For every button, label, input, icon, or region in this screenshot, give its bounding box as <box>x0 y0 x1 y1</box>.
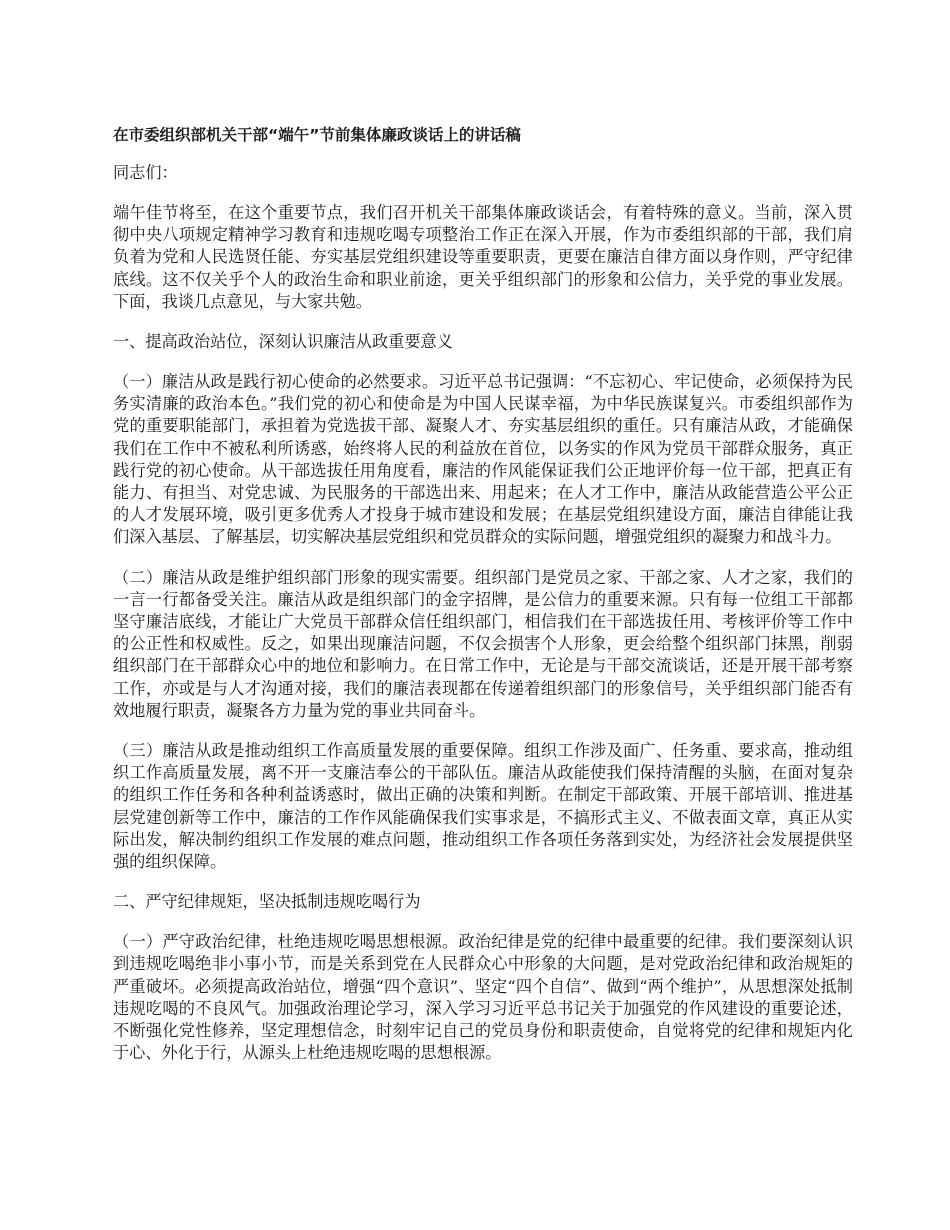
section-1-heading: 一、提高政治站位，深刻认识廉洁从政重要意义 <box>113 332 453 352</box>
section-2-paragraph-1: （一）严守政治纪律，杜绝违规吃喝思想根源。政治纪律是党的纪律中最重要的纪律。我们要深刻认识到违规吃喝绝非小事小节，而是关系到党在人民群众心中形象的大问题，是对党政治纪律和政治规矩的严重破坏。必须提高政治站位，增强“四个意识”、坚定“四个自信”、做到“两个维护”，从思想深处抵制违规吃喝的不良风气。加强政治理论学习，深入学习习近平总书记关于加强党的作风建设的重要论述，不断强化党性修养，坚定理想信念，时刻牢记自己的党员身份和职责使命，自觉将党的纪律和规矩内化于心、外化于行，从源头上杜绝违规吃喝的思想根源。 <box>113 932 853 1063</box>
section-1-paragraph-2: （二）廉洁从政是维护组织部门形象的现实需要。组织部门是党员之家、干部之家、人才之家，我们的一言一行都备受关注。廉洁从政是组织部门的金字招牌，是公信力的重要来源。只有每一位组工干部都坚守廉洁底线，才能让广大党员干部群众信任组织部门，相信我们在干部选拔任用、考核评价等工作中的公正性和权威性。反之，如果出现廉洁问题，不仅会损害个人形象，更会给整个组织部门抹黑，削弱组织部门在干部群众心中的地位和影响力。在日常工作中，无论是与干部交流谈话，还是开展干部考察工作，亦或是与人才沟通对接，我们的廉洁表现都在传递着组织部门的形象信号，关乎组织部门能否有效地履行职责，凝聚各方力量为党的事业共同奋斗。 <box>113 567 853 720</box>
section-1-paragraph-3: （三）廉洁从政是推动组织工作高质量发展的重要保障。组织工作涉及面广、任务重、要求高，推动组织工作高质量发展，离不开一支廉洁奉公的干部队伍。廉洁从政能使我们保持清醒的头脑，在面对复杂的组织工作任务和各种利益诱惑时，做出正确的决策和判断。在制定干部政策、开展干部培训、推进基层党建创新等工作中，廉洁的工作作风能确保我们实事求是，不搞形式主义、不做表面文章，真正从实际出发，解决制约组织工作发展的难点问题，推动组织工作各项任务落到实处，为经济社会发展提供坚强的组织保障。 <box>113 741 853 872</box>
section-2-heading: 二、严守纪律规矩，坚决抵制违规吃喝行为 <box>113 892 421 912</box>
intro-paragraph: 端午佳节将至，在这个重要节点，我们召开机关干部集体廉政谈话会，有着特殊的意义。当前，深入贯彻中央八项规定精神学习教育和违规吃喝专项整治工作正在深入开展，作为市委组织部的干部，我们肩负着为党和人民选贤任能、夯实基层党组织建设等重要职责，更要在廉洁自律方面以身作则，严守纪律底线。这不仅关乎个人的政治生命和职业前途，更关乎组织部门的形象和公信力，关乎党的事业发展。下面，我谈几点意见，与大家共勉。 <box>113 203 853 311</box>
salutation: 同志们： <box>113 163 178 182</box>
document-title: 在市委组织部机关干部“端午”节前集体廉政谈话上的讲话稿 <box>113 126 521 144</box>
document-page <box>113 124 853 1065</box>
section-1-paragraph-1: （一）廉洁从政是践行初心使命的必然要求。习近平总书记强调：“不忘初心、牢记使命，必须保持为民务实清廉的政治本色。”我们党的初心和使命是为中国人民谋幸福，为中华民族谋复兴。市委组织部作为党的重要职能部门，承担着为党选拔干部、凝聚人才、夯实基层组织的重任。只有廉洁从政，才能确保我们在工作中不被私利所诱惑，始终将人民的利益放在首位，以务实的作风为党员干部群众服务，真正践行党的初心使命。从干部选拔任用角度看，廉洁的作风能保证我们公正地评价每一位干部，把真正有能力、有担当、对党忠诚、为民服务的干部选出来、用起来；在人才工作中，廉洁从政能营造公平公正的人才发展环境，吸引更多优秀人才投身于城市建设和发展；在基层党组织建设方面，廉洁自律能让我们深入基层、了解基层，切实解决基层党组织和党员群众的实际问题，增强党组织的凝聚力和战斗力。 <box>113 372 853 547</box>
